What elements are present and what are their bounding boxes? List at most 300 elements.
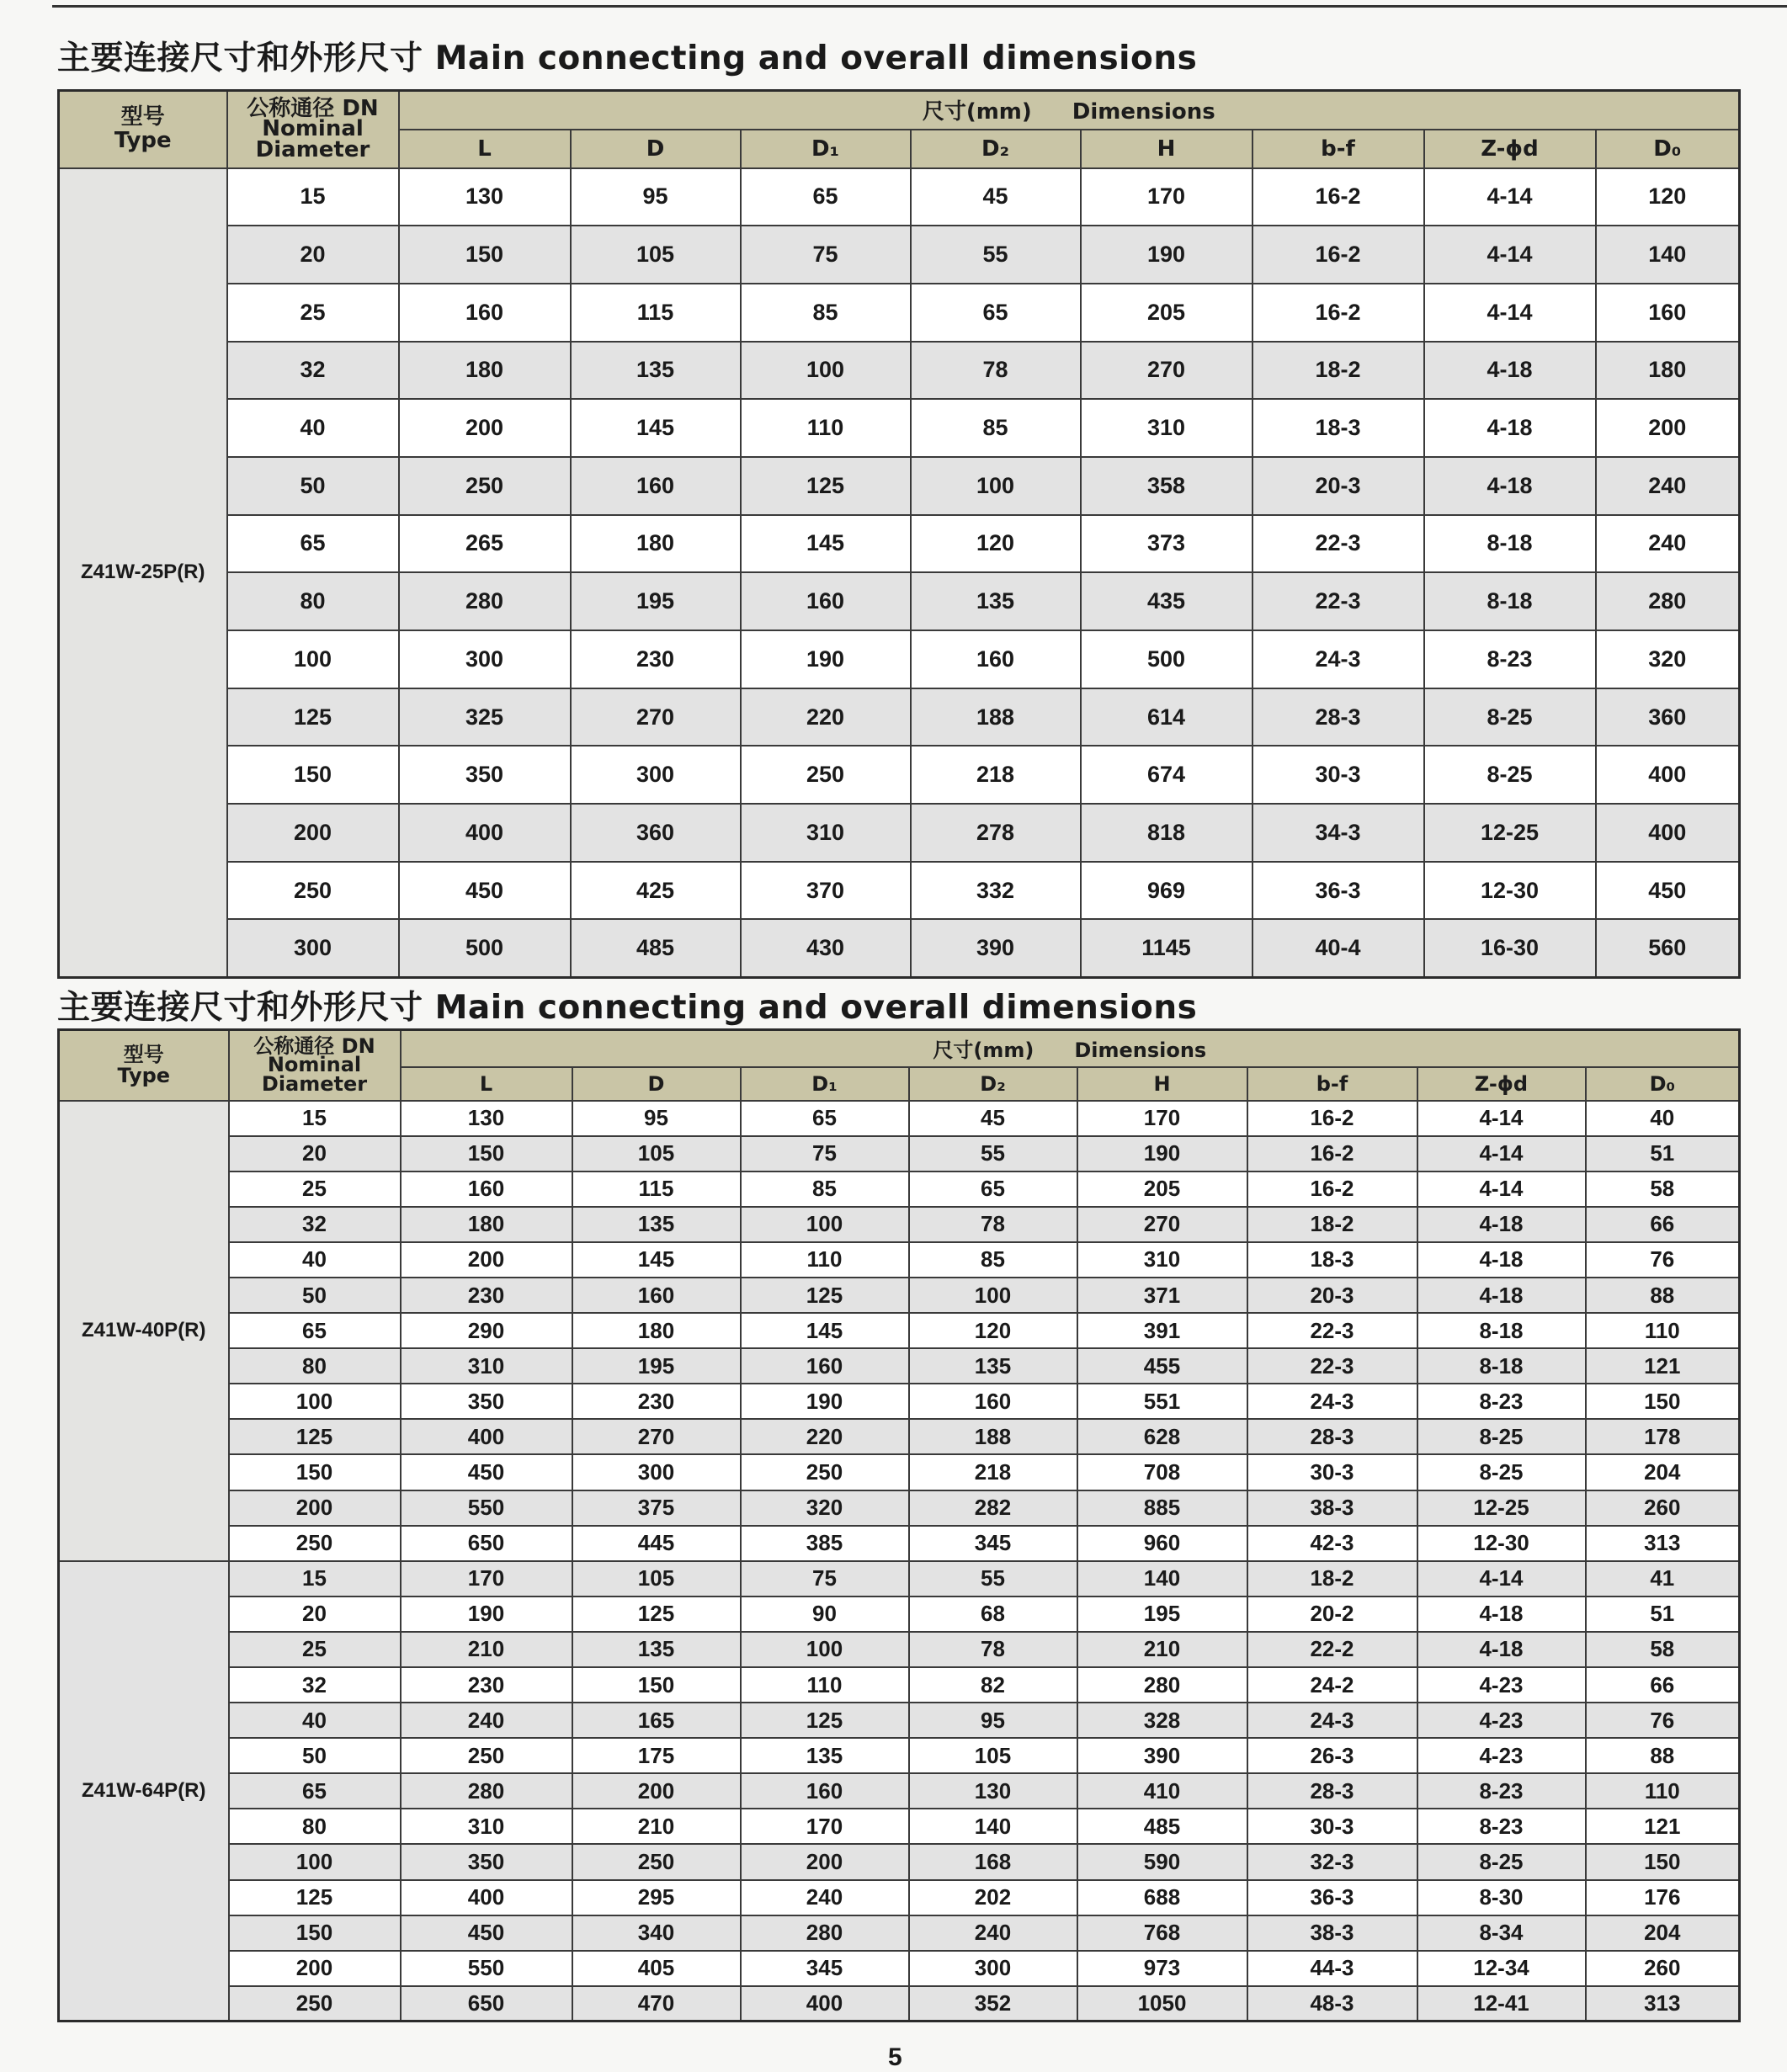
cell-d2: 78 bbox=[909, 1632, 1077, 1667]
table-row bbox=[59, 1880, 1740, 1915]
cell-d1: 190 bbox=[741, 1384, 909, 1419]
cell-dn: 40 bbox=[229, 1703, 401, 1738]
table-row bbox=[59, 1101, 1740, 1136]
cell-d: 270 bbox=[572, 1419, 741, 1454]
cell-d1: 370 bbox=[741, 862, 911, 920]
table-row bbox=[59, 1986, 1740, 2022]
cell-d1: 75 bbox=[741, 1561, 909, 1597]
cell-d: 135 bbox=[572, 1632, 741, 1667]
table-row bbox=[59, 1773, 1740, 1809]
cell-d1: 250 bbox=[741, 746, 911, 804]
cell-bf: 22-3 bbox=[1252, 515, 1424, 573]
cell-d1: 135 bbox=[741, 1738, 909, 1773]
cell-d2: 332 bbox=[911, 862, 1081, 920]
cell-l: 130 bbox=[401, 1101, 572, 1136]
cell-zd: 8-18 bbox=[1417, 1348, 1586, 1384]
cell-zd: 4-18 bbox=[1417, 1597, 1586, 1632]
cell-bf: 48-3 bbox=[1247, 1986, 1417, 2022]
header-dimensions: 尺寸(mm) Dimensions bbox=[399, 91, 1740, 130]
cell-d0: 204 bbox=[1586, 1915, 1740, 1951]
cell-zd: 12-25 bbox=[1417, 1490, 1586, 1526]
cell-d2: 55 bbox=[909, 1136, 1077, 1171]
header-nominal-diameter: 公称通径 DN Nominal Diameter bbox=[229, 1030, 401, 1101]
cell-d1: 100 bbox=[741, 342, 911, 400]
cell-d0: 450 bbox=[1596, 862, 1740, 920]
cell-zd: 4-14 bbox=[1424, 226, 1596, 284]
cell-dn: 65 bbox=[229, 1313, 401, 1348]
cell-l: 400 bbox=[399, 804, 571, 862]
cell-bf: 16-2 bbox=[1247, 1136, 1417, 1171]
cell-d2: 140 bbox=[909, 1809, 1077, 1844]
cell-dn: 15 bbox=[227, 168, 399, 226]
cell-d1: 100 bbox=[741, 1207, 909, 1242]
cell-bf: 18-2 bbox=[1252, 342, 1424, 400]
cell-d1: 145 bbox=[741, 515, 911, 573]
cell-dn: 32 bbox=[229, 1207, 401, 1242]
table-row bbox=[59, 804, 1740, 862]
cell-d0: 51 bbox=[1586, 1597, 1740, 1632]
cell-d: 150 bbox=[572, 1667, 741, 1703]
cell-d0: 260 bbox=[1586, 1951, 1740, 1986]
cell-dn: 100 bbox=[229, 1384, 401, 1419]
cell-d: 210 bbox=[572, 1809, 741, 1844]
cell-d1: 125 bbox=[741, 1703, 909, 1738]
cell-l: 310 bbox=[401, 1348, 572, 1384]
cell-d: 145 bbox=[572, 1242, 741, 1278]
cell-d2: 85 bbox=[911, 399, 1081, 457]
table-row bbox=[59, 226, 1740, 284]
header-col-zd: Z-ϕd bbox=[1417, 1067, 1586, 1101]
cell-d2: 85 bbox=[909, 1242, 1077, 1278]
cell-d: 105 bbox=[572, 1136, 741, 1171]
cell-d: 105 bbox=[572, 1561, 741, 1597]
cell-d0: 66 bbox=[1586, 1667, 1740, 1703]
cell-l: 250 bbox=[401, 1738, 572, 1773]
cell-d0: 176 bbox=[1586, 1880, 1740, 1915]
cell-d: 375 bbox=[572, 1490, 741, 1526]
cell-d2: 100 bbox=[911, 457, 1081, 515]
cell-d1: 310 bbox=[741, 804, 911, 862]
cell-d0: 121 bbox=[1586, 1809, 1740, 1844]
cell-bf: 38-3 bbox=[1247, 1915, 1417, 1951]
cell-dn: 100 bbox=[229, 1844, 401, 1879]
cell-d: 195 bbox=[571, 572, 741, 630]
cell-d: 470 bbox=[572, 1986, 741, 2022]
cell-h: 688 bbox=[1077, 1880, 1247, 1915]
cell-d: 295 bbox=[572, 1880, 741, 1915]
table-row bbox=[59, 1667, 1740, 1703]
cell-zd: 8-25 bbox=[1417, 1419, 1586, 1454]
cell-d1: 145 bbox=[741, 1313, 909, 1348]
cell-zd: 4-18 bbox=[1417, 1632, 1586, 1667]
table-row bbox=[59, 1454, 1740, 1490]
cell-h: 590 bbox=[1077, 1844, 1247, 1879]
cell-h: 190 bbox=[1081, 226, 1252, 284]
cell-d1: 160 bbox=[741, 572, 911, 630]
cell-d2: 105 bbox=[909, 1738, 1077, 1773]
cell-bf: 24-3 bbox=[1247, 1703, 1417, 1738]
cell-dn: 50 bbox=[229, 1738, 401, 1773]
cell-d0: 400 bbox=[1596, 746, 1740, 804]
cell-l: 350 bbox=[401, 1384, 572, 1419]
cell-bf: 22-3 bbox=[1252, 572, 1424, 630]
cell-zd: 8-25 bbox=[1424, 688, 1596, 746]
cell-zd: 8-25 bbox=[1417, 1454, 1586, 1490]
header-col-zd: Z-ϕd bbox=[1424, 130, 1596, 168]
cell-dn: 32 bbox=[229, 1667, 401, 1703]
cell-d1: 100 bbox=[741, 1632, 909, 1667]
cell-dn: 50 bbox=[229, 1278, 401, 1313]
cell-bf: 16-2 bbox=[1247, 1171, 1417, 1207]
cell-h: 358 bbox=[1081, 457, 1252, 515]
cell-zd: 8-34 bbox=[1417, 1915, 1586, 1951]
cell-bf: 18-3 bbox=[1252, 399, 1424, 457]
cell-bf: 44-3 bbox=[1247, 1951, 1417, 1986]
cell-bf: 24-3 bbox=[1247, 1384, 1417, 1419]
cell-h: 960 bbox=[1077, 1526, 1247, 1561]
table-body bbox=[59, 1101, 1740, 2022]
table-row bbox=[59, 862, 1740, 920]
cell-dn: 80 bbox=[227, 572, 399, 630]
cell-bf: 18-3 bbox=[1247, 1242, 1417, 1278]
header-col-d2: D₂ bbox=[911, 130, 1081, 168]
cell-d: 230 bbox=[572, 1384, 741, 1419]
cell-d: 200 bbox=[572, 1773, 741, 1809]
cell-h: 885 bbox=[1077, 1490, 1247, 1526]
cell-d1: 75 bbox=[741, 1136, 909, 1171]
cell-d0: 66 bbox=[1586, 1207, 1740, 1242]
cell-zd: 4-18 bbox=[1417, 1278, 1586, 1313]
section-title-1: 主要连接尺寸和外形尺寸 Main connecting and overall dimensions bbox=[57, 40, 1198, 77]
table-row bbox=[59, 1384, 1740, 1419]
cell-d: 195 bbox=[572, 1348, 741, 1384]
cell-d0: 120 bbox=[1596, 168, 1740, 226]
cell-l: 290 bbox=[401, 1313, 572, 1348]
header-col-h: H bbox=[1077, 1067, 1247, 1101]
header-col-d1: D₁ bbox=[741, 1067, 909, 1101]
cell-d0: 41 bbox=[1586, 1561, 1740, 1597]
cell-d2: 352 bbox=[909, 1986, 1077, 2022]
cell-d2: 95 bbox=[909, 1703, 1077, 1738]
cell-d2: 135 bbox=[911, 572, 1081, 630]
cell-d2: 65 bbox=[909, 1171, 1077, 1207]
cell-zd: 4-18 bbox=[1424, 342, 1596, 400]
cell-h: 628 bbox=[1077, 1419, 1247, 1454]
cell-h: 435 bbox=[1081, 572, 1252, 630]
cell-bf: 18-2 bbox=[1247, 1207, 1417, 1242]
cell-zd: 4-14 bbox=[1417, 1171, 1586, 1207]
cell-d2: 218 bbox=[909, 1454, 1077, 1490]
cell-dn: 65 bbox=[229, 1773, 401, 1809]
cell-bf: 26-3 bbox=[1247, 1738, 1417, 1773]
cell-d: 300 bbox=[571, 746, 741, 804]
cell-bf: 20-3 bbox=[1247, 1278, 1417, 1313]
table-row bbox=[59, 1809, 1740, 1844]
table-row bbox=[59, 457, 1740, 515]
cell-l: 350 bbox=[401, 1844, 572, 1879]
cell-dn: 250 bbox=[227, 862, 399, 920]
dimensions-table-25p bbox=[57, 89, 1741, 979]
cell-bf: 30-3 bbox=[1247, 1454, 1417, 1490]
cell-d: 425 bbox=[571, 862, 741, 920]
header-type: 型号 Type bbox=[59, 1030, 229, 1101]
cell-l: 200 bbox=[399, 399, 571, 457]
cell-d2: 55 bbox=[911, 226, 1081, 284]
cell-d0: 88 bbox=[1586, 1738, 1740, 1773]
cell-d0: 560 bbox=[1596, 919, 1740, 977]
cell-bf: 40-4 bbox=[1252, 919, 1424, 977]
cell-bf: 24-3 bbox=[1252, 630, 1424, 688]
cell-d: 175 bbox=[572, 1738, 741, 1773]
cell-l: 350 bbox=[399, 746, 571, 804]
cell-dn: 40 bbox=[227, 399, 399, 457]
cell-dn: 250 bbox=[229, 1526, 401, 1561]
cell-dn: 100 bbox=[227, 630, 399, 688]
header-col-d0: D₀ bbox=[1596, 130, 1740, 168]
table-row bbox=[59, 1348, 1740, 1384]
cell-bf: 18-2 bbox=[1247, 1561, 1417, 1597]
cell-h: 500 bbox=[1081, 630, 1252, 688]
cell-h: 373 bbox=[1081, 515, 1252, 573]
cell-d2: 160 bbox=[911, 630, 1081, 688]
cell-d0: 88 bbox=[1586, 1278, 1740, 1313]
cell-d1: 320 bbox=[741, 1490, 909, 1526]
cell-zd: 8-18 bbox=[1424, 515, 1596, 573]
cell-dn: 32 bbox=[227, 342, 399, 400]
cell-d0: 110 bbox=[1586, 1773, 1740, 1809]
cell-l: 400 bbox=[401, 1880, 572, 1915]
cell-d: 485 bbox=[571, 919, 741, 977]
cell-d: 230 bbox=[571, 630, 741, 688]
cell-d0: 110 bbox=[1586, 1313, 1740, 1348]
cell-h: 190 bbox=[1077, 1136, 1247, 1171]
section-title-2: 主要连接尺寸和外形尺寸 Main connecting and overall dimensions bbox=[57, 989, 1198, 1027]
cell-zd: 8-23 bbox=[1417, 1773, 1586, 1809]
cell-dn: 150 bbox=[229, 1915, 401, 1951]
table-row bbox=[59, 630, 1740, 688]
cell-d2: 55 bbox=[909, 1561, 1077, 1597]
cell-h: 551 bbox=[1077, 1384, 1247, 1419]
cell-zd: 4-23 bbox=[1417, 1703, 1586, 1738]
table-row bbox=[59, 168, 1740, 226]
cell-d0: 76 bbox=[1586, 1703, 1740, 1738]
cell-zd: 8-23 bbox=[1417, 1384, 1586, 1419]
cell-l: 240 bbox=[401, 1703, 572, 1738]
cell-d0: 360 bbox=[1596, 688, 1740, 746]
cell-h: 205 bbox=[1077, 1171, 1247, 1207]
cell-zd: 4-23 bbox=[1417, 1667, 1586, 1703]
table-row bbox=[59, 1597, 1740, 1632]
table-row bbox=[59, 746, 1740, 804]
cell-bf: 22-3 bbox=[1247, 1313, 1417, 1348]
cell-zd: 4-18 bbox=[1424, 457, 1596, 515]
cell-bf: 22-3 bbox=[1247, 1348, 1417, 1384]
cell-d1: 125 bbox=[741, 1278, 909, 1313]
cell-d0: 240 bbox=[1596, 515, 1740, 573]
cell-d1: 430 bbox=[741, 919, 911, 977]
cell-dn: 25 bbox=[229, 1171, 401, 1207]
cell-l: 250 bbox=[399, 457, 571, 515]
cell-d2: 100 bbox=[909, 1278, 1077, 1313]
cell-d: 270 bbox=[571, 688, 741, 746]
cell-zd: 4-14 bbox=[1417, 1101, 1586, 1136]
cell-l: 450 bbox=[401, 1915, 572, 1951]
cell-zd: 8-30 bbox=[1417, 1880, 1586, 1915]
cell-d2: 278 bbox=[911, 804, 1081, 862]
cell-d0: 178 bbox=[1586, 1419, 1740, 1454]
cell-zd: 4-18 bbox=[1417, 1207, 1586, 1242]
cell-dn: 20 bbox=[229, 1136, 401, 1171]
cell-l: 325 bbox=[399, 688, 571, 746]
cell-d1: 280 bbox=[741, 1915, 909, 1951]
dimensions-table-40p-64p bbox=[57, 1028, 1741, 2022]
cell-d0: 150 bbox=[1586, 1384, 1740, 1419]
cell-d: 95 bbox=[572, 1101, 741, 1136]
header-dimensions: 尺寸(mm) Dimensions bbox=[401, 1030, 1740, 1067]
cell-d2: 45 bbox=[909, 1101, 1077, 1136]
cell-l: 450 bbox=[399, 862, 571, 920]
cell-h: 674 bbox=[1081, 746, 1252, 804]
cell-zd: 4-18 bbox=[1417, 1242, 1586, 1278]
cell-h: 270 bbox=[1077, 1207, 1247, 1242]
cell-d2: 78 bbox=[909, 1207, 1077, 1242]
cell-dn: 20 bbox=[229, 1597, 401, 1632]
cell-l: 550 bbox=[401, 1490, 572, 1526]
cell-d1: 90 bbox=[741, 1597, 909, 1632]
cell-zd: 8-25 bbox=[1417, 1844, 1586, 1879]
cell-d1: 65 bbox=[741, 168, 911, 226]
header-col-d: D bbox=[572, 1067, 741, 1101]
table-body bbox=[59, 168, 1740, 978]
cell-dn: 25 bbox=[227, 284, 399, 342]
cell-zd: 12-30 bbox=[1417, 1526, 1586, 1561]
cell-h: 708 bbox=[1077, 1454, 1247, 1490]
cell-zd: 8-23 bbox=[1424, 630, 1596, 688]
cell-bf: 16-2 bbox=[1252, 168, 1424, 226]
cell-d1: 110 bbox=[741, 1242, 909, 1278]
table-row bbox=[59, 1242, 1740, 1278]
cell-zd: 4-14 bbox=[1417, 1561, 1586, 1597]
table-row bbox=[59, 1207, 1740, 1242]
cell-bf: 28-3 bbox=[1252, 688, 1424, 746]
header-col-d0: D₀ bbox=[1586, 1067, 1740, 1101]
cell-d1: 190 bbox=[741, 630, 911, 688]
table-row bbox=[59, 399, 1740, 457]
cell-l: 180 bbox=[401, 1207, 572, 1242]
header-col-l: L bbox=[399, 130, 571, 168]
cell-zd: 8-25 bbox=[1424, 746, 1596, 804]
cell-l: 180 bbox=[399, 342, 571, 400]
cell-d2: 78 bbox=[911, 342, 1081, 400]
cell-d1: 220 bbox=[741, 1419, 909, 1454]
cell-bf: 34-3 bbox=[1252, 804, 1424, 862]
cell-dn: 40 bbox=[229, 1242, 401, 1278]
cell-d0: 51 bbox=[1586, 1136, 1740, 1171]
cell-d: 180 bbox=[572, 1313, 741, 1348]
cell-bf: 36-3 bbox=[1247, 1880, 1417, 1915]
table-row bbox=[59, 1313, 1740, 1348]
cell-zd: 12-25 bbox=[1424, 804, 1596, 862]
cell-d2: 160 bbox=[909, 1384, 1077, 1419]
type-cell: Z41W-25P(R) bbox=[59, 168, 227, 978]
cell-d1: 110 bbox=[741, 1667, 909, 1703]
cell-l: 190 bbox=[401, 1597, 572, 1632]
cell-bf: 28-3 bbox=[1247, 1419, 1417, 1454]
cell-d: 180 bbox=[571, 515, 741, 573]
cell-d2: 240 bbox=[909, 1915, 1077, 1951]
cell-d0: 240 bbox=[1596, 457, 1740, 515]
cell-d: 360 bbox=[571, 804, 741, 862]
cell-dn: 125 bbox=[229, 1419, 401, 1454]
cell-dn: 150 bbox=[227, 746, 399, 804]
cell-bf: 32-3 bbox=[1247, 1844, 1417, 1879]
header-type: 型号 Type bbox=[59, 91, 227, 168]
cell-d1: 160 bbox=[741, 1348, 909, 1384]
cell-dn: 80 bbox=[229, 1348, 401, 1384]
cell-l: 500 bbox=[399, 919, 571, 977]
cell-d2: 300 bbox=[909, 1951, 1077, 1986]
cell-d2: 120 bbox=[911, 515, 1081, 573]
cell-d: 445 bbox=[572, 1526, 741, 1561]
cell-dn: 200 bbox=[227, 804, 399, 862]
cell-zd: 4-23 bbox=[1417, 1738, 1586, 1773]
cell-d0: 140 bbox=[1596, 226, 1740, 284]
cell-dn: 250 bbox=[229, 1986, 401, 2022]
cell-dn: 150 bbox=[229, 1454, 401, 1490]
cell-zd: 8-23 bbox=[1417, 1809, 1586, 1844]
cell-h: 391 bbox=[1077, 1313, 1247, 1348]
header-col-h: H bbox=[1081, 130, 1252, 168]
table-row bbox=[59, 572, 1740, 630]
cell-d: 115 bbox=[572, 1171, 741, 1207]
cell-d1: 345 bbox=[741, 1951, 909, 1986]
cell-h: 310 bbox=[1081, 399, 1252, 457]
cell-l: 200 bbox=[401, 1242, 572, 1278]
cell-d0: 160 bbox=[1596, 284, 1740, 342]
header-col-bf: b-f bbox=[1252, 130, 1424, 168]
cell-h: 768 bbox=[1077, 1915, 1247, 1951]
cell-d: 125 bbox=[572, 1597, 741, 1632]
cell-d: 160 bbox=[571, 457, 741, 515]
cell-d2: 120 bbox=[909, 1313, 1077, 1348]
cell-d2: 202 bbox=[909, 1880, 1077, 1915]
cell-bf: 30-3 bbox=[1247, 1809, 1417, 1844]
type-cell: Z41W-40P(R) bbox=[59, 1101, 229, 1561]
cell-d0: 40 bbox=[1586, 1101, 1740, 1136]
cell-l: 280 bbox=[401, 1773, 572, 1809]
cell-d2: 45 bbox=[911, 168, 1081, 226]
cell-l: 300 bbox=[399, 630, 571, 688]
cell-l: 280 bbox=[399, 572, 571, 630]
cell-zd: 4-18 bbox=[1424, 399, 1596, 457]
cell-d0: 58 bbox=[1586, 1632, 1740, 1667]
table-row bbox=[59, 1561, 1740, 1597]
cell-bf: 42-3 bbox=[1247, 1526, 1417, 1561]
cell-zd: 12-30 bbox=[1424, 862, 1596, 920]
cell-l: 265 bbox=[399, 515, 571, 573]
cell-bf: 36-3 bbox=[1252, 862, 1424, 920]
cell-dn: 200 bbox=[229, 1490, 401, 1526]
cell-d2: 345 bbox=[909, 1526, 1077, 1561]
cell-d1: 75 bbox=[741, 226, 911, 284]
cell-l: 130 bbox=[399, 168, 571, 226]
cell-dn: 65 bbox=[227, 515, 399, 573]
header-nominal-diameter: 公称通径 DN Nominal Diameter bbox=[227, 91, 399, 168]
cell-h: 205 bbox=[1081, 284, 1252, 342]
cell-zd: 4-14 bbox=[1417, 1136, 1586, 1171]
cell-d0: 313 bbox=[1586, 1526, 1740, 1561]
table-row bbox=[59, 1632, 1740, 1667]
